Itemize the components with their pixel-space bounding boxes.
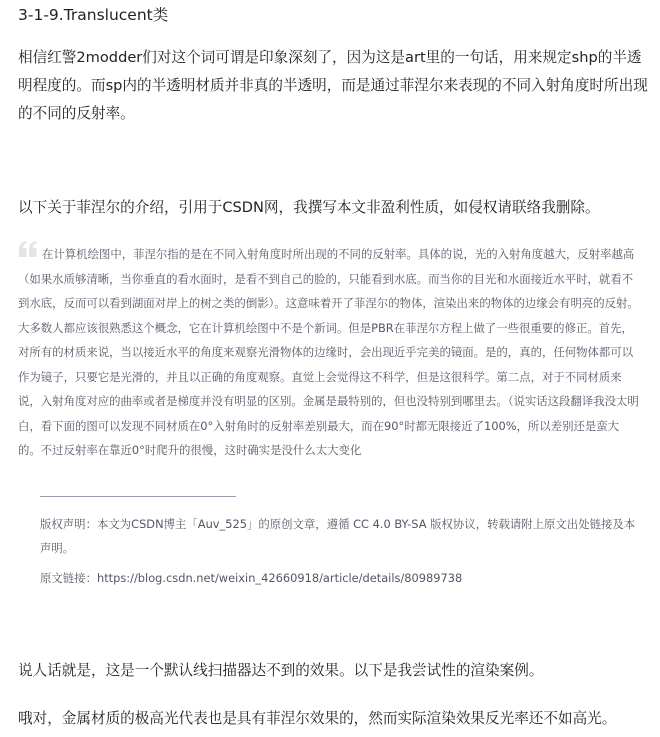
copyright-notice: 版权声明：本文为CSDN博主「Auv_525」的原创文章，遵循 CC 4.0 BY-SA 版权协议，转载请附上原文出处链接及本声明。 [40, 517, 636, 555]
metal-note-paragraph: 哦对，金属材质的极高光代表也是具有菲涅尔效果的，然而实际渲染效果反光率还不如高光。 [18, 710, 617, 727]
plain-words-paragraph: 说人话就是，这是一个默认线扫描器达不到的效果。以下是我尝试性的渲染案例。 [18, 662, 544, 679]
source-link[interactable]: https://blog.csdn.net/weixin_42660918/article/details/80989738 [96, 571, 463, 585]
citation-note-paragraph: 以下关于菲涅尔的介绍，引用于CSDN网，我撰写本文非盈利性质，如侵权请联络我删除。 [18, 199, 600, 216]
source-link-label: 原文链接： [40, 571, 97, 585]
divider [40, 496, 236, 497]
source-link-line [40, 566, 640, 590]
intro-paragraph: 相信红警2modder们对这个词可谓是印象深刻了，因为这是art里的一句话，用来规定shp的半透明程度的。而sp内的半透明材质并非真的半透明，而是通过菲涅尔来表现的不同入射角度时所出现的不同的反射率。 [18, 49, 648, 122]
quote-text: 在计算机绘图中，菲涅尔指的是在不同入射角度时所出现的不同的反射率。具体的说，光的入射角度越大，反射率越高（如果水质够清晰，当你垂直的看水面时，是看不到自己的脸的，只能看到水底。而当你的目光和水面接近水平时，就看不到水底，反而可以看到湖面对岸上的树之类的倒影）。这意味着开了菲涅尔的物体，渲染出来的物体的边缘会有明亮的反射。大多数人都应该很熟悉这个概念，它在计算机绘图中不是个新词。但是PBR在菲涅尔方程上做了一些很重要的修正。首先，对所有的材质来说，当以接近水平的角度来观察光滑物体的边缘时，会出现近乎完美的镜面。是的，真的，任何物体都可以作为镜子，只要它是光滑的，并且以正确的角度观察。直觉上会觉得这不科学，但是这很科学。第二点，对于不同材质来说，入射角度对应的曲率或者是梯度并没有明显的区别。金属是最特别的，但也没特别到哪里去。（说实话这段翻译我没太明白，看下面的图可以发现不同材质在0°入射角时的反射率差别最大，而在90°时都无限接近了100%，所以差别还是蛮大的。不过反射率在靠近0°时爬升的很慢，这时确实是没什么太大变化 [18, 247, 639, 457]
section-heading: 3-1-9.Translucent类 [18, 6, 169, 24]
